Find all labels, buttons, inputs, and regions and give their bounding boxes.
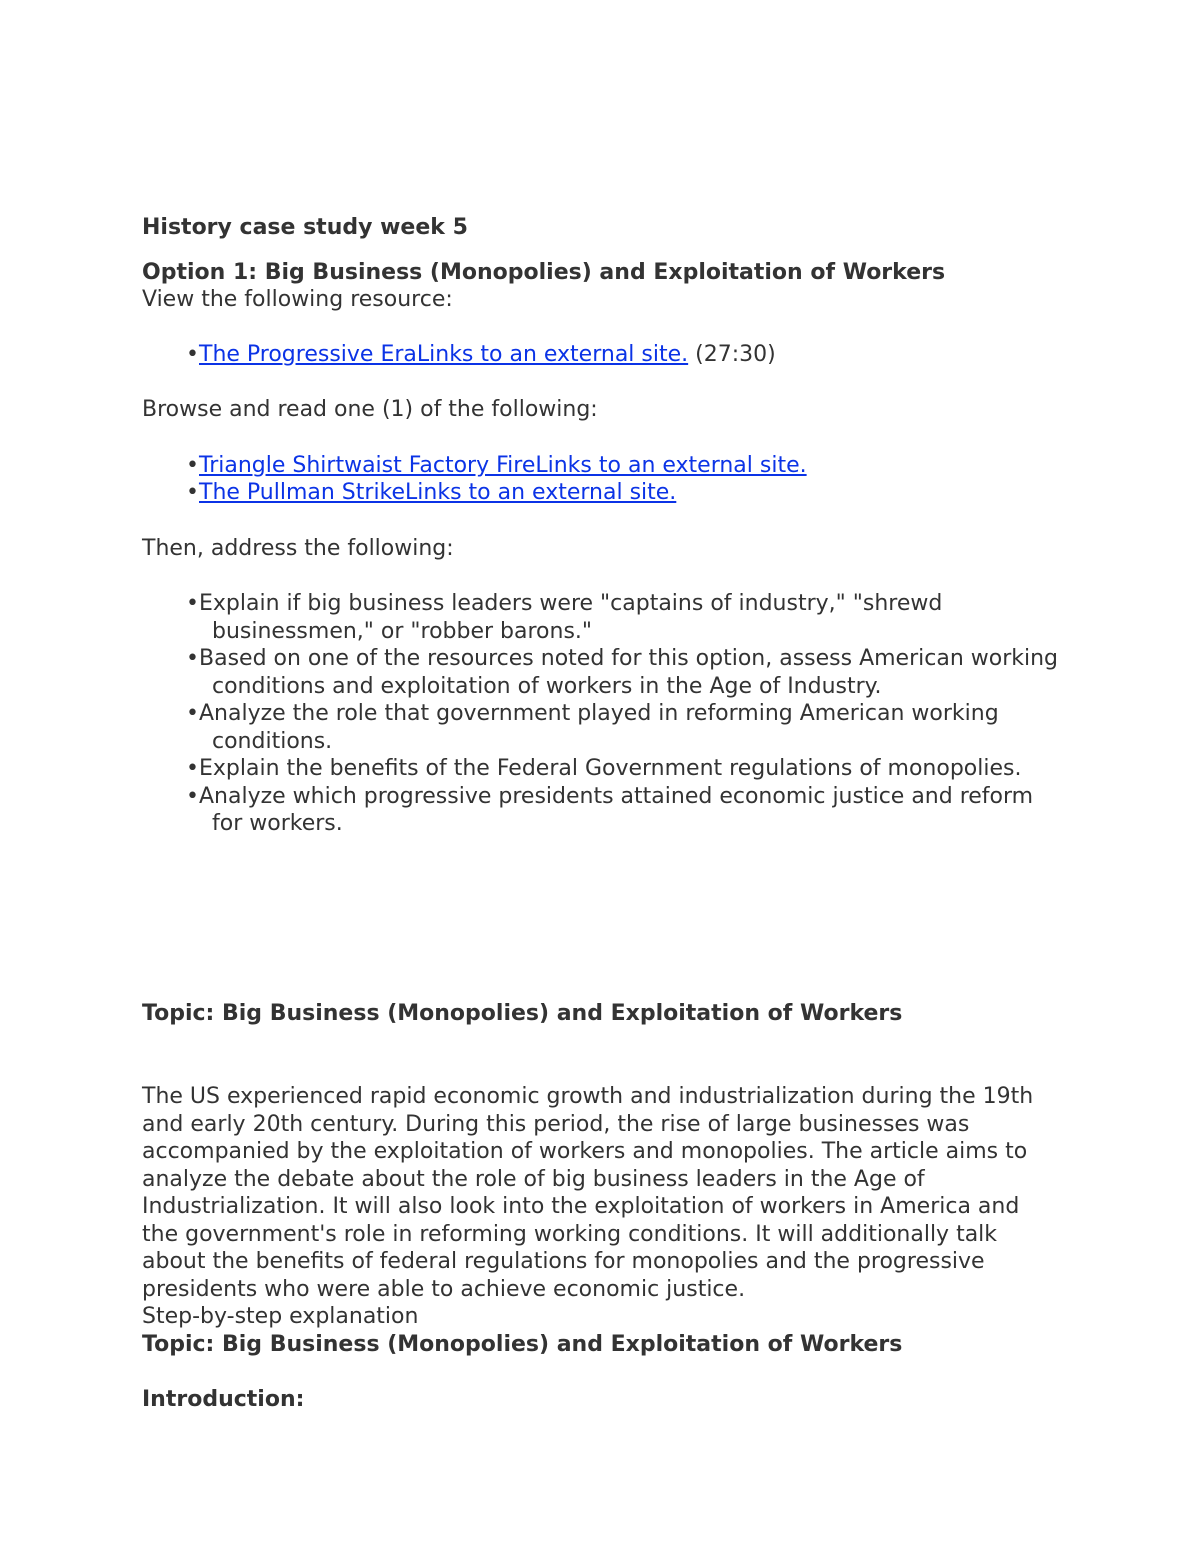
document-title: History case study week 5	[142, 215, 468, 240]
list-item	[142, 590, 1062, 645]
list-item	[142, 783, 1062, 838]
pullman-strike-link[interactable]: The Pullman StrikeLinks to an external site.	[199, 480, 677, 505]
bullet-icon: •	[186, 591, 199, 616]
bullet-icon: •	[186, 783, 199, 809]
resource-list	[142, 341, 1062, 369]
topic-heading-repeat: Topic: Big Business (Monopolies) and Exploitation of Workers	[142, 1331, 903, 1357]
introduction-heading: Introduction:	[142, 1387, 305, 1412]
address-intro: Then, address the following:	[142, 535, 454, 561]
browse-intro: Browse and read one (1) of the following:	[142, 397, 598, 422]
progressive-era-link[interactable]: The Progressive EraLinks to an external site.	[199, 341, 689, 367]
list-item	[142, 645, 1062, 700]
summary-paragraph: The US experienced rapid economic growth and industrialization during the 19th and early 20th century. During this period, the rise of large businesses was accompanied by the exploitation of workers and monopolies. The article aims to analyze the debate about the role of big business leaders in the Age of Industrialization. It will also look into the exploitation of workers in America and the government's role in reforming working conditions. It will additionally talk about the benefits of federal regulations for monopolies and the progressive presidents who were able to achieve economic justice.	[142, 1084, 1034, 1302]
bullet-icon: •	[186, 341, 199, 367]
task-text: Analyze the role that government played in reforming American working conditions.	[199, 701, 999, 754]
list-item	[142, 479, 1062, 507]
essay-section	[142, 1083, 1062, 1414]
assignment-section	[142, 214, 1062, 838]
triangle-shirtwaist-link[interactable]: Triangle Shirtwaist Factory FireLinks to an external site.	[199, 452, 807, 478]
bullet-icon: •	[186, 480, 199, 505]
task-text: Based on one of the resources noted for this option, assess American working conditions and exploitation of workers in the Age of Industry.	[199, 646, 1059, 699]
task-text: Explain the benefits of the Federal Government regulations of monopolies.	[199, 756, 1022, 781]
step-label: Step-by-step explanation	[142, 1304, 419, 1329]
task-text: Analyze which progressive presidents attained economic justice and reform for workers.	[199, 783, 1034, 836]
option-heading: Option 1: Big Business (Monopolies) and Exploitation of Workers	[142, 259, 946, 285]
bullet-icon: •	[186, 756, 199, 781]
topic-heading: Topic: Big Business (Monopolies) and Exploitation of Workers	[142, 1001, 903, 1026]
browse-list	[142, 452, 1062, 507]
bullet-icon: •	[186, 452, 199, 478]
list-item	[142, 755, 1062, 783]
view-resource-intro: View the following resource:	[142, 287, 453, 312]
list-item	[142, 452, 1062, 480]
bullet-icon: •	[186, 646, 199, 671]
task-text: Explain if big business leaders were "captains of industry," "shrewd businessmen," or "robber barons."	[199, 591, 943, 644]
list-item	[142, 341, 1062, 369]
bullet-icon: •	[186, 701, 199, 726]
list-item	[142, 700, 1062, 755]
video-duration: (27:30)	[695, 341, 776, 367]
task-list	[142, 590, 1062, 838]
